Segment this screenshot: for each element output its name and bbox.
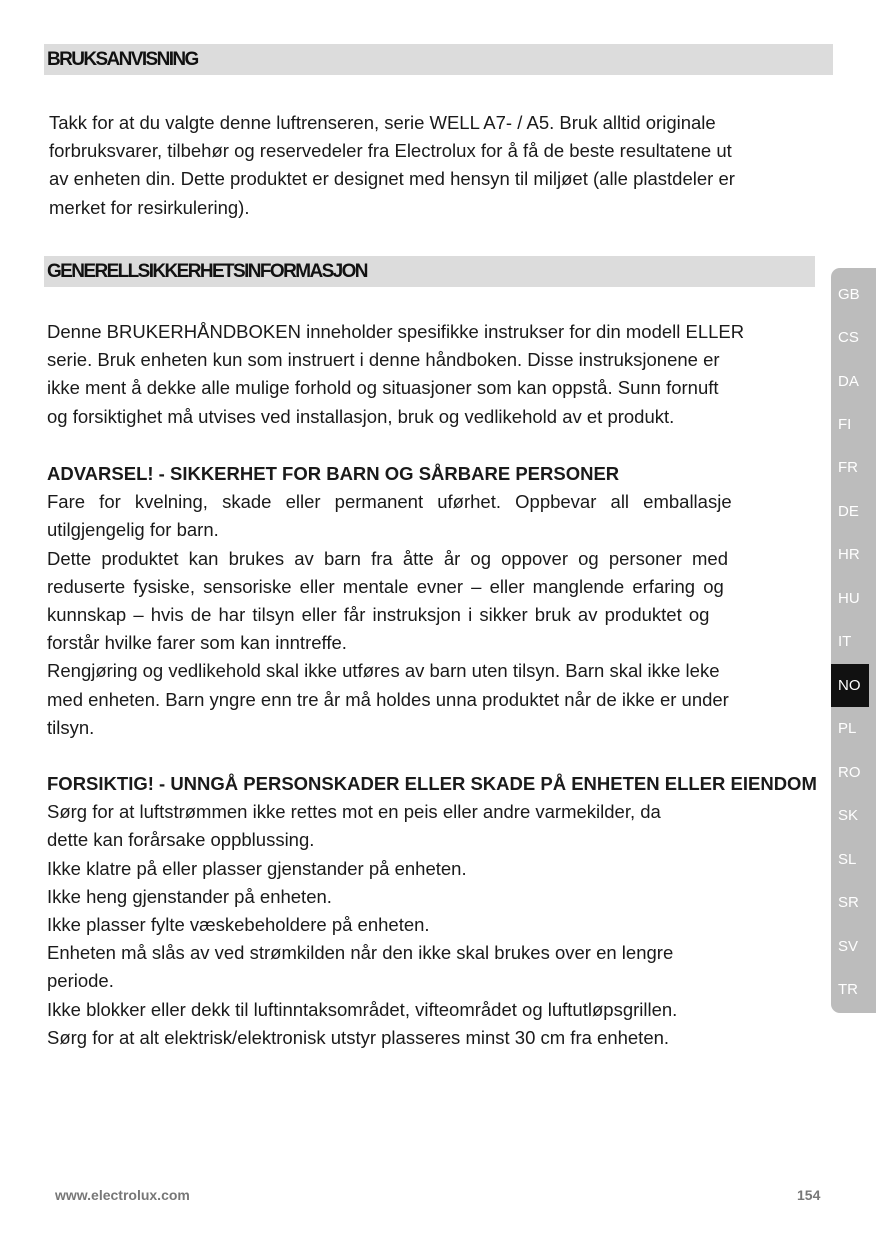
- lang-tab-tr[interactable]: TR: [838, 981, 858, 998]
- lang-tab-sv[interactable]: SV: [838, 938, 859, 955]
- lang-tab-no[interactable]: NO: [831, 664, 869, 707]
- lang-tab-it[interactable]: IT: [838, 633, 852, 650]
- warning-title: ADVARSEL! - SIKKERHET FOR BARN OG SÅRBARE PERSONER: [47, 463, 620, 484]
- text-line: Ikke klatre på eller plasser gjenstander på enheten.: [47, 857, 467, 879]
- text-line: forbruksvarer, tilbehør og reservedeler fra Electrolux for å få de beste resultatene ut: [49, 140, 732, 162]
- text-line: tilsyn.: [47, 716, 95, 738]
- lang-tab-da[interactable]: DA: [838, 373, 859, 390]
- warning-block: [47, 460, 815, 742]
- text-line: forstår hvilke farer som kan inntreffe.: [47, 632, 347, 654]
- lang-tab-hr[interactable]: HR: [838, 546, 860, 563]
- text-line: serie. Bruk enheten kun som instruert i denne håndboken. Disse instruksjonene er: [47, 349, 720, 371]
- footer-url[interactable]: www.electrolux.com: [55, 1187, 190, 1203]
- text-line: Denne BRUKERHÅNDBOKEN inneholder spesifikke instrukser for din modell ELLER: [47, 321, 745, 342]
- text-line: Takk for at du valgte denne luftrenseren, serie WELL A7- / A5. Bruk alltid originale: [49, 112, 716, 133]
- lang-tab-sr[interactable]: SR: [838, 894, 859, 911]
- lang-tab-pl[interactable]: PL: [838, 720, 857, 737]
- text-line: Fare for kvelning, skade eller permanent uførhet. Oppbevar all emballasje: [47, 491, 732, 513]
- section-heading-safety: GENERELLSIKKERHETSINFORMASJON: [44, 256, 815, 287]
- text-line: merket for resirkulering).: [49, 196, 250, 218]
- lang-tab-sk[interactable]: SK: [838, 807, 859, 824]
- lang-tab-sl[interactable]: SL: [838, 851, 857, 868]
- text-line: ikke ment å dekke alle mulige forhold og situasjoner som kan oppstå. Sunn fornuft: [47, 377, 719, 399]
- text-line: og forsiktighet må utvises ved installasjon, bruk og vedlikehold av et produkt.: [47, 405, 675, 427]
- lang-tab-fr[interactable]: FR: [838, 459, 858, 476]
- section-heading-bruksanvisning: BRUKSANVISNING: [44, 44, 833, 75]
- page-number: 154: [797, 1187, 821, 1203]
- intro-paragraph: [49, 109, 832, 222]
- text-line: Ikke heng gjenstander på enheten.: [47, 885, 332, 907]
- lang-tab-gb[interactable]: GB: [838, 286, 860, 303]
- text-line: Sørg for at luftstrømmen ikke rettes mot en peis eller andre varmekilder, da: [47, 801, 661, 823]
- lang-tab-hu[interactable]: HU: [838, 590, 860, 607]
- text-line: reduserte fysiske, sensoriske eller mentale evner – eller manglende erfaring og: [47, 575, 724, 597]
- text-line: utilgjengelig for barn.: [47, 519, 219, 541]
- text-line: kunnskap – hvis de har tilsyn eller får instruksjon i sikker bruk av produktet og: [47, 604, 710, 626]
- text-line: med enheten. Barn yngre enn tre år må holdes unna produktet når de ikke er under: [47, 688, 729, 710]
- lang-tab-fi[interactable]: FI: [838, 416, 852, 433]
- caution-title: FORSIKTIG! - UNNGÅ PERSONSKADER ELLER SKADE PÅ ENHETEN ELLER EIENDOM: [47, 773, 817, 794]
- safety-intro: [47, 318, 815, 431]
- text-line: Dette produktet kan brukes av barn fra åtte år og oppover og personer med: [47, 547, 729, 569]
- caution-block: [47, 770, 822, 1052]
- text-line: dette kan forårsake oppblussing.: [47, 829, 315, 851]
- text-line: Enheten må slås av ved strømkilden når den ikke skal brukes over en lengre: [47, 942, 674, 964]
- text-line: periode.: [47, 970, 114, 992]
- text-line: Ikke blokker eller dekk til luftinntaksområdet, vifteområdet og luftutløpsgrillen.: [47, 998, 678, 1020]
- lang-tab-cs[interactable]: CS: [838, 329, 859, 346]
- text-line: Sørg for at alt elektrisk/elektronisk utstyr plasseres minst 30 cm fra enheten.: [47, 1026, 670, 1048]
- text-line: av enheten din. Dette produktet er designet med hensyn til miljøet (alle plastdeler er: [49, 168, 735, 190]
- text-line: Rengjøring og vedlikehold skal ikke utføres av barn uten tilsyn. Barn skal ikke leke: [47, 660, 720, 682]
- lang-tab-ro[interactable]: RO: [838, 764, 861, 781]
- text-line: Ikke plasser fylte væskebeholdere på enheten.: [47, 914, 430, 936]
- lang-tab-de[interactable]: DE: [838, 503, 859, 520]
